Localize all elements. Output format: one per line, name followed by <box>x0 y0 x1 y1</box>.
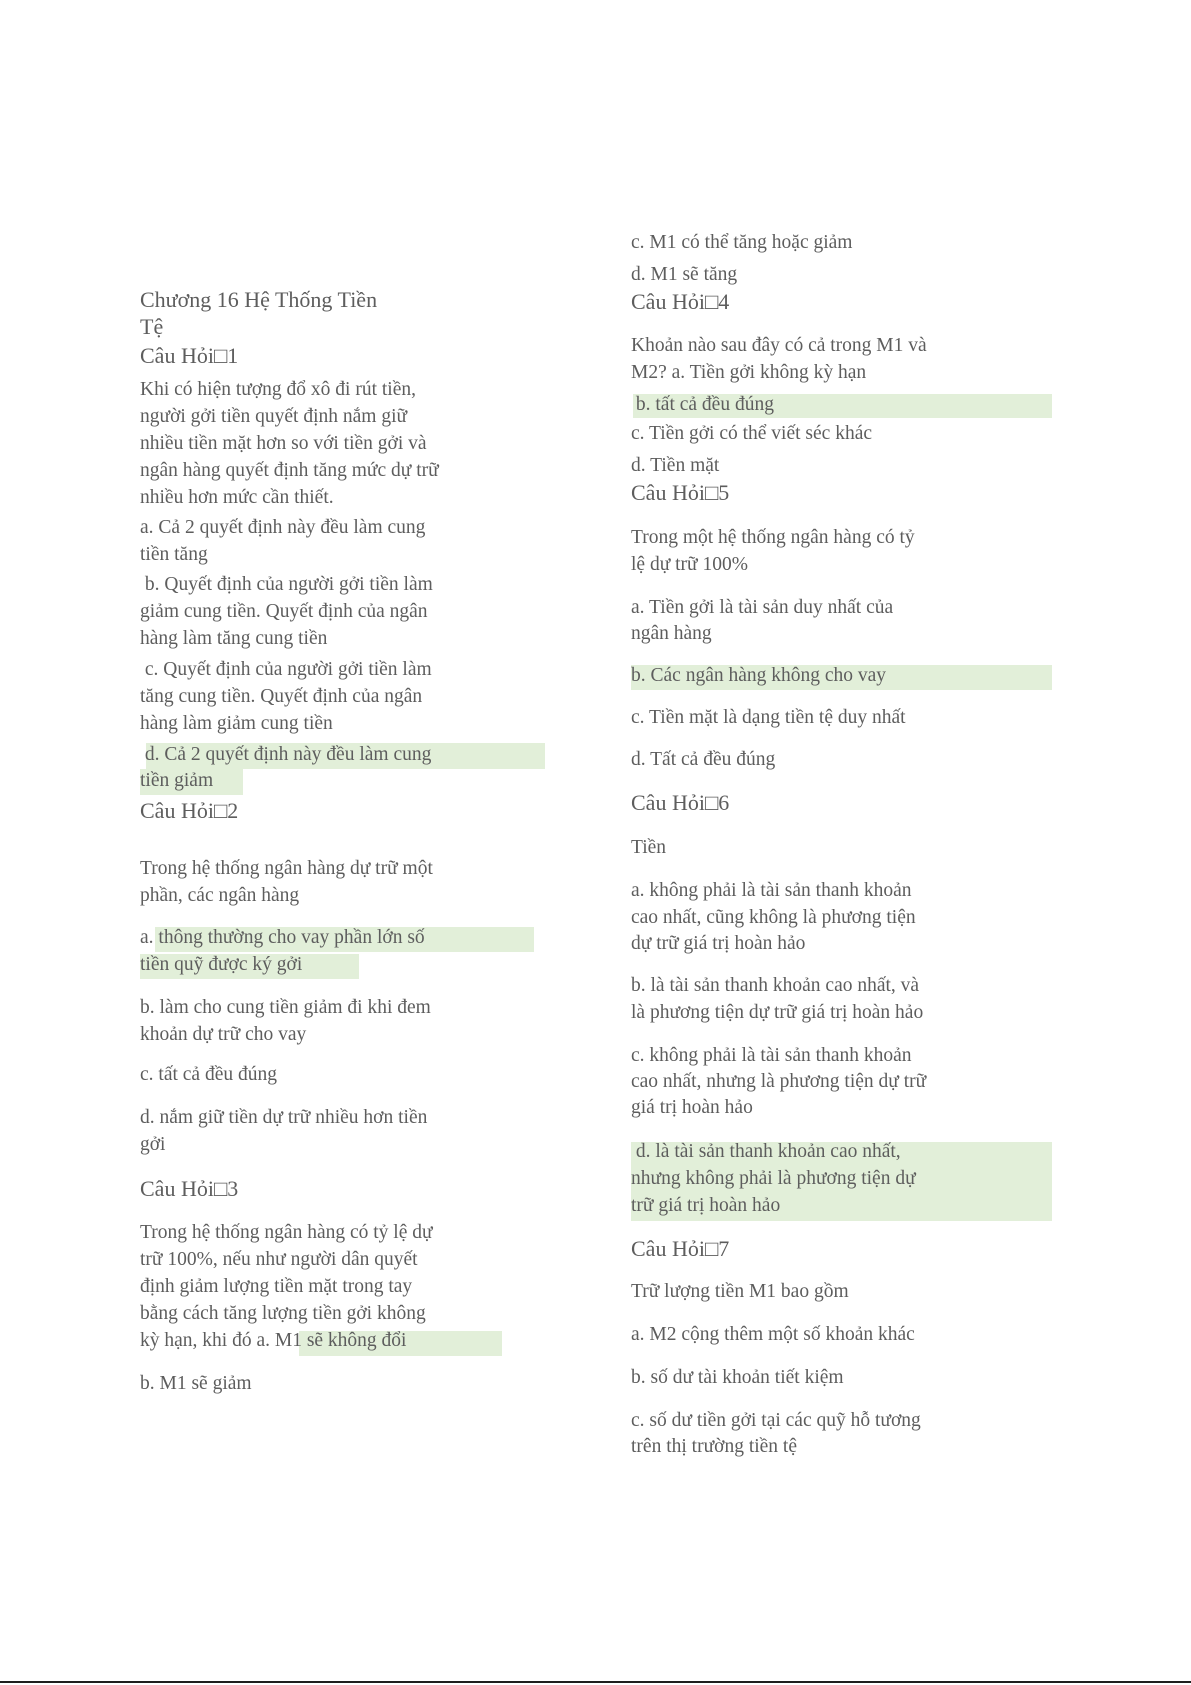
question-1-stem: ngân hàng quyết định tăng mức dự trữ <box>140 460 439 481</box>
question-1-stem: Khi có hiện tượng đổ xô đi rút tiền, <box>140 379 416 400</box>
question-1-option-b: b. Quyết định của người gởi tiền làm <box>140 574 433 595</box>
question-3-stem: trữ 100%, nếu như người dân quyết <box>140 1249 418 1270</box>
question-6-option-c: c. không phải là tài sản thanh khoản <box>631 1045 912 1066</box>
question-2-option-d: d. nắm giữ tiền dự trữ nhiều hơn tiền <box>140 1107 428 1128</box>
question-1-option-b: giảm cung tiền. Quyết định của ngân <box>140 601 428 622</box>
question-3-stem: Trong hệ thống ngân hàng có tỷ lệ dự <box>140 1222 433 1243</box>
question-7-option-c: trên thị trường tiền tệ <box>631 1436 798 1457</box>
question-7-option-b: b. số dư tài khoản tiết kiệm <box>631 1367 844 1388</box>
question-5-option-d: d. Tất cả đều đúng <box>631 749 776 770</box>
chapter-title-line-2: Tệ <box>140 314 164 339</box>
question-1-stem: nhiều hơn mức cần thiết. <box>140 487 334 508</box>
question-6-heading: Câu Hỏi□6 <box>631 790 730 815</box>
question-2-heading: Câu Hỏi□2 <box>140 798 239 823</box>
question-2-stem: phần, các ngân hàng <box>140 885 300 906</box>
question-4-stem: M2? a. Tiền gởi không kỳ hạn <box>631 362 867 383</box>
question-1-stem: người gởi tiền quyết định nắm giữ <box>140 406 408 427</box>
question-5-option-a: a. Tiền gởi là tài sản duy nhất của <box>631 597 894 618</box>
question-3-stem-option-a: kỳ hạn, khi đó a. M1 sẽ không đổi <box>140 1330 407 1351</box>
question-2-option-a: a. thông thường cho vay phần lớn số <box>140 927 425 948</box>
question-6-stem: Tiền <box>631 837 667 858</box>
question-2-option-b: khoản dự trữ cho vay <box>140 1024 307 1045</box>
question-3-option-c: c. M1 có thể tăng hoặc giảm <box>631 232 853 253</box>
page-bottom-edge <box>0 1681 1191 1683</box>
question-1-stem: nhiều tiền mặt hơn so với tiền gởi và <box>140 433 427 454</box>
question-5-option-b: b. Các ngân hàng không cho vay <box>631 665 887 686</box>
question-1-heading: Câu Hỏi□1 <box>140 343 239 368</box>
question-6-option-c: cao nhất, nhưng là phương tiện dự trữ <box>631 1071 927 1092</box>
question-7-option-c: c. số dư tiền gởi tại các quỹ hỗ tương <box>631 1410 921 1431</box>
question-2-option-a: tiền quỹ được ký gởi <box>140 954 303 975</box>
question-6-option-b: b. là tài sản thanh khoản cao nhất, và <box>631 975 920 996</box>
question-6-option-a: a. không phải là tài sản thanh khoản <box>631 880 912 901</box>
question-7-heading: Câu Hỏi□7 <box>631 1236 730 1261</box>
question-6-option-a: dự trữ giá trị hoàn hảo <box>631 933 806 954</box>
question-5-option-a: ngân hàng <box>631 623 712 644</box>
question-6-option-d: nhưng không phải là phương tiện dự <box>631 1168 916 1189</box>
question-7-option-a: a. M2 cộng thêm một số khoản khác <box>631 1324 915 1345</box>
question-6-option-d: trữ giá trị hoàn hảo <box>631 1195 781 1216</box>
question-2-option-d: gởi <box>140 1134 166 1155</box>
question-1-option-a: a. Cả 2 quyết định này đều làm cung <box>140 517 426 538</box>
question-2-option-b: b. làm cho cung tiền giảm đi khi đem <box>140 997 431 1018</box>
question-4-heading: Câu Hỏi□4 <box>631 289 730 314</box>
question-4-option-c: c. Tiền gởi có thể viết séc khác <box>631 423 873 444</box>
question-7-stem: Trữ lượng tiền M1 bao gồm <box>631 1281 849 1302</box>
question-6-option-c: giá trị hoàn hảo <box>631 1097 753 1118</box>
question-5-heading: Câu Hỏi□5 <box>631 480 730 505</box>
question-4-option-b: b. tất cả đều đúng <box>631 394 774 415</box>
question-5-option-c: c. Tiền mặt là dạng tiền tệ duy nhất <box>631 707 906 728</box>
question-3-stem: bằng cách tăng lượng tiền gởi không <box>140 1303 426 1324</box>
question-3-option-d: d. M1 sẽ tăng <box>631 264 738 285</box>
question-6-option-b: là phương tiện dự trữ giá trị hoàn hảo <box>631 1002 924 1023</box>
question-6-option-a: cao nhất, cũng không là phương tiện <box>631 907 916 928</box>
question-1-option-a: tiền tăng <box>140 544 208 565</box>
question-1-option-d: tiền giảm <box>140 770 214 791</box>
question-5-stem: Trong một hệ thống ngân hàng có tỷ <box>631 527 915 548</box>
question-4-option-d: d. Tiền mặt <box>631 455 720 476</box>
question-2-option-c: c. tất cả đều đúng <box>140 1064 277 1085</box>
question-1-option-c: tăng cung tiền. Quyết định của ngân <box>140 686 423 707</box>
question-2-stem: Trong hệ thống ngân hàng dự trữ một <box>140 858 433 879</box>
question-1-option-b: hàng làm tăng cung tiền <box>140 628 328 649</box>
question-3-heading: Câu Hỏi□3 <box>140 1176 239 1201</box>
chapter-title-line-1: Chương 16 Hệ Thống Tiền <box>140 287 378 312</box>
question-3-stem: định giảm lượng tiền mặt trong tay <box>140 1276 413 1297</box>
question-5-stem: lệ dự trữ 100% <box>631 554 748 575</box>
question-6-option-d: d. là tài sản thanh khoản cao nhất, <box>631 1141 901 1162</box>
question-1-option-c: c. Quyết định của người gởi tiền làm <box>140 659 432 680</box>
question-4-stem: Khoản nào sau đây có cả trong M1 và <box>631 335 927 356</box>
question-3-option-b: b. M1 sẽ giảm <box>140 1373 252 1394</box>
question-1-option-c: hàng làm giảm cung tiền <box>140 713 333 734</box>
question-1-option-d: d. Cả 2 quyết định này đều làm cung <box>140 744 432 765</box>
